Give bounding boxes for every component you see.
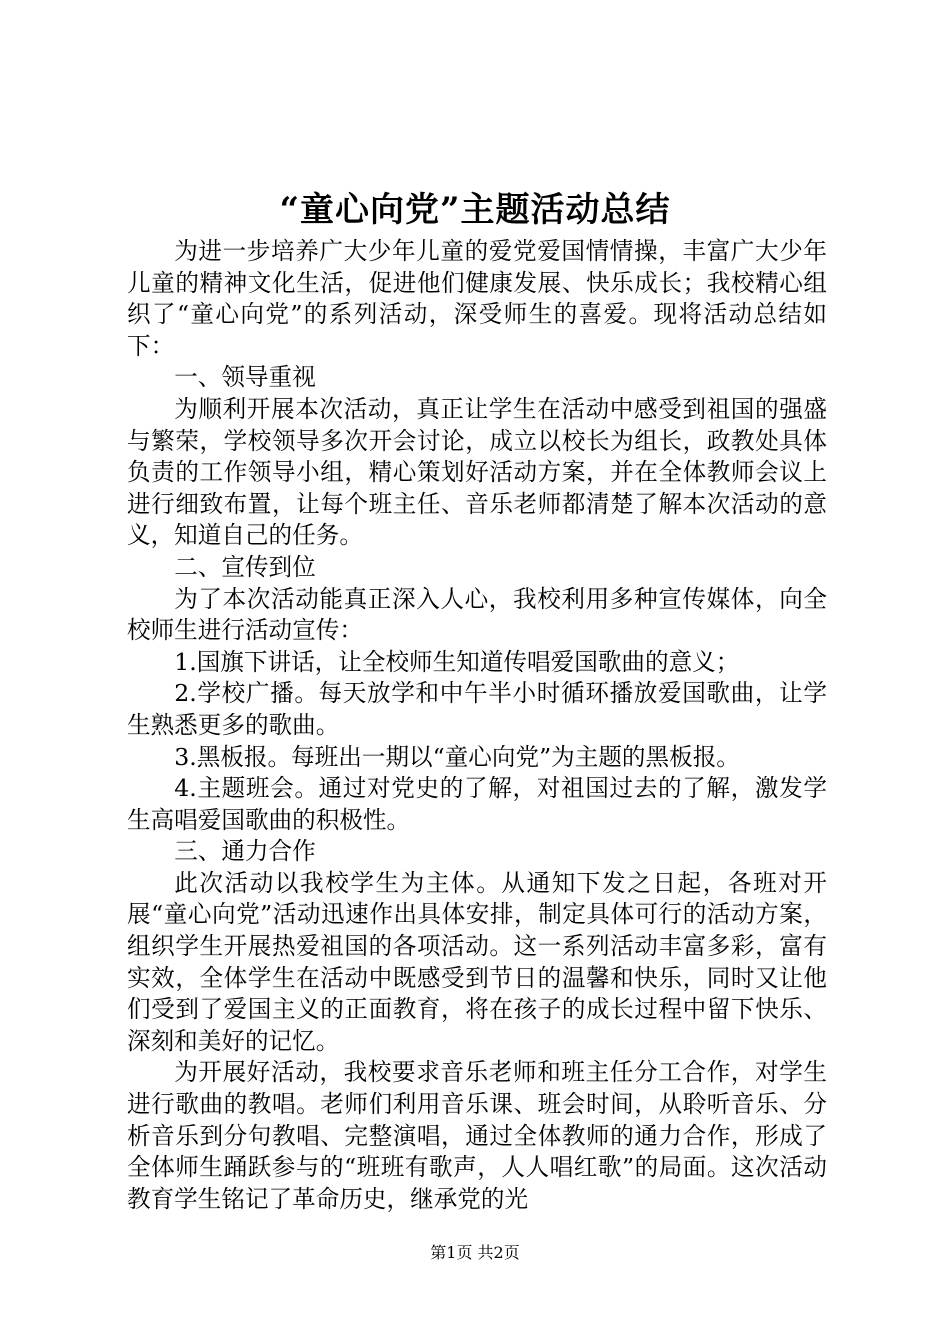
- paragraph-teaching: 为开展好活动，我校要求音乐老师和班主任分工合作，对学生进行歌曲的教唱。老师们利用音乐课、班会时间，从聆听音乐、分析音乐到分句教唱、完整演唱，通过全体教师的通力合作，形成了全体师生踊跃参与的“班班有歌声，人人唱红歌”的局面。这次活动教育学生铭记了革命历史，继承党的光: [127, 1058, 827, 1213]
- paragraph-publicity: 为了本次活动能真正深入人心，我校利用多种宣传媒体，向全校师生进行活动宣传：: [127, 584, 827, 645]
- section-heading-1: 一、领导重视: [174, 363, 316, 392]
- section-heading-3: 三、通力合作: [174, 837, 316, 866]
- list-item-1: 1.国旗下讲话，让全校师生知道传唱爱国歌曲的意义；: [174, 647, 740, 676]
- section-heading-2: 二、宣传到位: [174, 552, 316, 581]
- list-item-2: 2.学校广播。每天放学和中午半小时循环播放爱国歌曲，让学生熟悉更多的歌曲。: [127, 679, 827, 739]
- paragraph-intro: 为进一步培养广大少年儿童的爱党爱国情情操，丰富广大少年儿童的精神文化生活，促进他们健康发展、快乐成长；我校精心组织了“童心向党”的系列活动，深受师生的喜爱。现将活动总结如下：: [127, 237, 827, 360]
- document-body: [127, 236, 827, 1215]
- document-title: “童心向党”主题活动总结: [279, 190, 671, 230]
- page-footer: 第1页 共2页: [430, 1243, 520, 1262]
- paragraph-leadership: 为顺利开展本次活动，真正让学生在活动中感受到祖国的强盛与繁荣，学校领导多次开会讨论，成立以校长为组长，政教处具体负责的工作领导小组，精心策划好活动方案，并在全体教师会议上进行细致布置，让每个班主任、音乐老师都清楚了解本次活动的意义，知道自己的任务。: [127, 394, 827, 550]
- list-item-3: 3.黑板报。每班出一期以“童心向党”为主题的黑板报。: [174, 742, 740, 771]
- paragraph-cooperation: 此次活动以我校学生为主体。从通知下发之日起，各班对开展“童心向党”活动迅速作出具体安排，制定具体可行的活动方案，组织学生开展热爱祖国的各项活动。这一系列活动丰富多彩，富有实效，全体学生在活动中既感受到节日的温馨和快乐，同时又让他们受到了爱国主义的正面教育，将在孩子的成长过程中留下快乐、深刻和美好的记忆。: [127, 868, 827, 1055]
- list-item-4: 4.主题班会。通过对党史的了解，对祖国过去的了解，激发学生高唱爱国歌曲的积极性。: [127, 774, 827, 834]
